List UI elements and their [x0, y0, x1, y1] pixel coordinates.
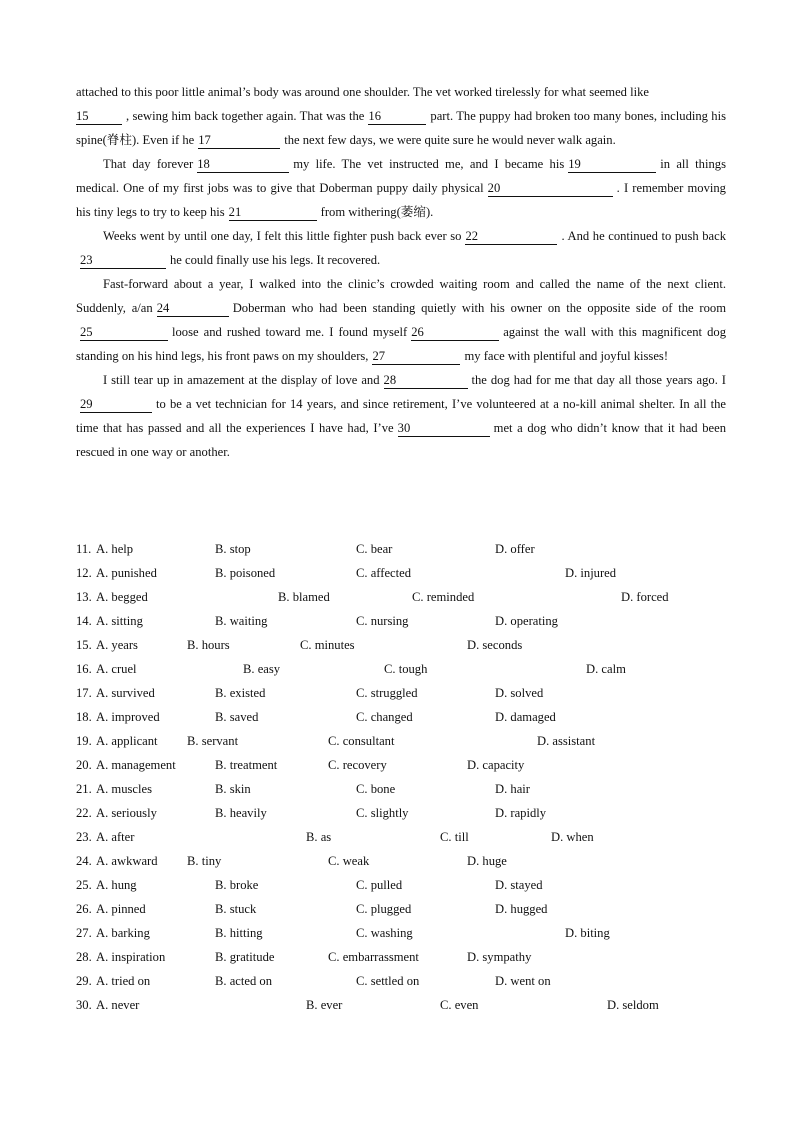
option-c: C. bear [356, 542, 393, 556]
option-b: B. tiny [187, 854, 222, 868]
option-c: C. washing [356, 926, 413, 940]
option-b: B. acted on [215, 974, 273, 988]
option-c: C. till [440, 830, 469, 844]
question-29 [76, 969, 726, 993]
option-c: C. weak [328, 854, 370, 868]
option-c: C. even [440, 998, 479, 1012]
question-16 [76, 657, 726, 681]
option-a: A. pinned [96, 902, 146, 916]
blank-29: 29 [80, 397, 152, 413]
paragraph-2 [76, 152, 726, 224]
option-a: A. barking [96, 926, 150, 940]
option-d: D. solved [495, 686, 544, 700]
question-14 [76, 609, 726, 633]
text: Weeks went by until one day, I felt this little fighter push back ever so [103, 229, 462, 243]
option-a: A. never [96, 998, 140, 1012]
option-d: D. when [551, 830, 594, 844]
text: he could finally use his legs. It recovered. [170, 253, 381, 267]
question-17 [76, 681, 726, 705]
question-12 [76, 561, 726, 585]
option-b: B. servant [187, 734, 239, 748]
option-d: D. assistant [537, 734, 596, 748]
question-number: 27. [76, 926, 92, 940]
option-d: D. went on [495, 974, 551, 988]
paragraph-1 [76, 80, 726, 152]
option-a: A. years [96, 638, 138, 652]
option-d: D. sympathy [467, 950, 532, 964]
option-d: D. stayed [495, 878, 543, 892]
option-d: D. hair [495, 782, 530, 796]
option-a: A. management [96, 758, 176, 772]
option-a: A. help [96, 542, 134, 556]
question-number: 22. [76, 806, 92, 820]
question-28 [76, 945, 726, 969]
option-b: B. poisoned [215, 566, 276, 580]
option-c: C. slightly [356, 806, 409, 820]
option-d: D. hugged [495, 902, 548, 916]
text: in all things medical. One of my first jobs was to give that Doberman puppy daily physical [76, 157, 726, 195]
question-number: 28. [76, 950, 92, 964]
question-21 [76, 777, 726, 801]
blank-22: 22 [465, 229, 557, 245]
text: . And he continued to push back [561, 229, 726, 243]
question-number: 20. [76, 758, 92, 772]
question-number: 23. [76, 830, 92, 844]
question-30 [76, 993, 726, 1017]
option-b: B. heavily [215, 806, 267, 820]
blank-27: 27 [372, 349, 460, 365]
blank-23: 23 [80, 253, 166, 269]
blank-18: 18 [197, 157, 289, 173]
question-25 [76, 873, 726, 897]
option-a: A. punished [96, 566, 157, 580]
question-19 [76, 729, 726, 753]
question-26 [76, 897, 726, 921]
option-d: D. operating [495, 614, 558, 628]
question-list [76, 537, 726, 1017]
text: loose and rushed toward me. I found myself [172, 325, 408, 339]
option-a: A. inspiration [96, 950, 166, 964]
option-a: A. seriously [96, 806, 157, 820]
option-a: A. hung [96, 878, 137, 892]
text: my face with plentiful and joyful kisses! [464, 349, 669, 363]
blank-16: 16 [368, 109, 426, 125]
option-c: C. tough [384, 662, 428, 676]
question-22 [76, 801, 726, 825]
option-d: D. calm [586, 662, 626, 676]
option-b: B. ever [306, 998, 343, 1012]
question-number: 19. [76, 734, 92, 748]
blank-28: 28 [384, 373, 468, 389]
question-20 [76, 753, 726, 777]
option-c: C. nursing [356, 614, 409, 628]
text: met a dog who didn’t know that it had been rescued in one way or another. [76, 421, 726, 459]
option-d: D. biting [565, 926, 610, 940]
question-13 [76, 585, 726, 609]
text: Doberman who had been standing quietly with his owner on the opposite side of the room [232, 301, 727, 315]
option-c: C. struggled [356, 686, 418, 700]
option-d: D. seconds [467, 638, 523, 652]
option-b: B. saved [215, 710, 259, 724]
question-18 [76, 705, 726, 729]
question-number: 17. [76, 686, 92, 700]
option-b: B. easy [243, 662, 281, 676]
option-a: A. muscles [96, 782, 152, 796]
option-a: A. cruel [96, 662, 137, 676]
option-d: D. rapidly [495, 806, 547, 820]
option-b: B. blamed [278, 590, 330, 604]
option-c: C. minutes [300, 638, 355, 652]
option-c: C. reminded [412, 590, 475, 604]
text: part. The puppy had broken too many bones, including his spine(脊柱). Even if he [76, 109, 726, 147]
text: against the wall with this magnificent dog standing on his hind legs, his front paws on my shoulders, [76, 325, 726, 363]
option-d: D. forced [621, 590, 669, 604]
option-b: B. waiting [215, 614, 268, 628]
option-d: D. capacity [467, 758, 525, 772]
question-27 [76, 921, 726, 945]
text: the dog had for me that day all those years ago. I [471, 373, 726, 387]
text: from withering(萎缩). [320, 205, 434, 219]
question-number: 15. [76, 638, 92, 652]
text: . I remember moving his tiny legs to try to keep his [76, 181, 726, 219]
question-number: 12. [76, 566, 92, 580]
option-a: A. applicant [96, 734, 158, 748]
question-number: 13. [76, 590, 92, 604]
text: to be a vet technician for 14 years, and since retirement, I’ve volunteered at a no-kill animal shelter. In all the time that has passed and all the experiences I have had, I’ve [76, 397, 726, 435]
question-number: 16. [76, 662, 92, 676]
question-number: 30. [76, 998, 92, 1012]
question-number: 11. [76, 542, 92, 556]
text: That day forever [103, 157, 194, 171]
text: Fast-forward about a year, I walked into the clinic’s crowded waiting room and called the name of the next client. Suddenly, a/an [76, 277, 726, 315]
option-b: B. stuck [215, 902, 257, 916]
question-15 [76, 633, 726, 657]
blank-25: 25 [80, 325, 168, 341]
option-b: B. treatment [215, 758, 278, 772]
option-a: A. sitting [96, 614, 143, 628]
text: , sewing him back together again. That was the [126, 109, 365, 123]
paragraph-3 [76, 224, 726, 272]
blank-26: 26 [411, 325, 499, 341]
question-number: 26. [76, 902, 92, 916]
blank-24: 24 [157, 301, 229, 317]
option-b: B. skin [215, 782, 251, 796]
text: attached to this poor little animal’s body was around one shoulder. The vet worked tirelessly for what seemed like [76, 85, 649, 99]
option-d: D. injured [565, 566, 617, 580]
blank-30: 30 [398, 421, 490, 437]
option-b: B. hours [187, 638, 230, 652]
option-d: D. offer [495, 542, 535, 556]
option-a: A. after [96, 830, 135, 844]
question-number: 29. [76, 974, 92, 988]
option-a: A. tried on [96, 974, 151, 988]
option-c: C. embarrassment [328, 950, 419, 964]
question-number: 18. [76, 710, 92, 724]
option-c: C. recovery [328, 758, 387, 772]
option-a: A. improved [96, 710, 160, 724]
question-number: 25. [76, 878, 92, 892]
option-c: C. bone [356, 782, 396, 796]
blank-15: 15 [76, 109, 122, 125]
paragraph-4 [76, 272, 726, 368]
option-a: A. begged [96, 590, 148, 604]
option-d: D. seldom [607, 998, 659, 1012]
question-11 [76, 537, 726, 561]
text: I still tear up in amazement at the display of love and [103, 373, 380, 387]
question-number: 14. [76, 614, 92, 628]
option-b: B. gratitude [215, 950, 275, 964]
option-c: C. consultant [328, 734, 395, 748]
blank-20: 20 [488, 181, 613, 197]
blank-19: 19 [568, 157, 656, 173]
blank-17: 17 [198, 133, 280, 149]
option-c: C. affected [356, 566, 412, 580]
option-a: A. awkward [96, 854, 158, 868]
option-d: D. damaged [495, 710, 556, 724]
option-c: C. pulled [356, 878, 403, 892]
question-24 [76, 849, 726, 873]
question-23 [76, 825, 726, 849]
text: my life. The vet instructed me, and I became his [293, 157, 565, 171]
option-b: B. broke [215, 878, 259, 892]
text: the next few days, we were quite sure he would never walk again. [284, 133, 616, 147]
option-b: B. as [306, 830, 332, 844]
question-number: 24. [76, 854, 92, 868]
option-b: B. hitting [215, 926, 263, 940]
option-c: C. changed [356, 710, 413, 724]
option-a: A. survived [96, 686, 155, 700]
blank-21: 21 [229, 205, 317, 221]
option-d: D. huge [467, 854, 507, 868]
passage [76, 80, 726, 464]
option-b: B. existed [215, 686, 266, 700]
option-b: B. stop [215, 542, 251, 556]
paragraph-5 [76, 368, 726, 464]
option-c: C. plugged [356, 902, 412, 916]
question-number: 21. [76, 782, 92, 796]
option-c: C. settled on [356, 974, 420, 988]
